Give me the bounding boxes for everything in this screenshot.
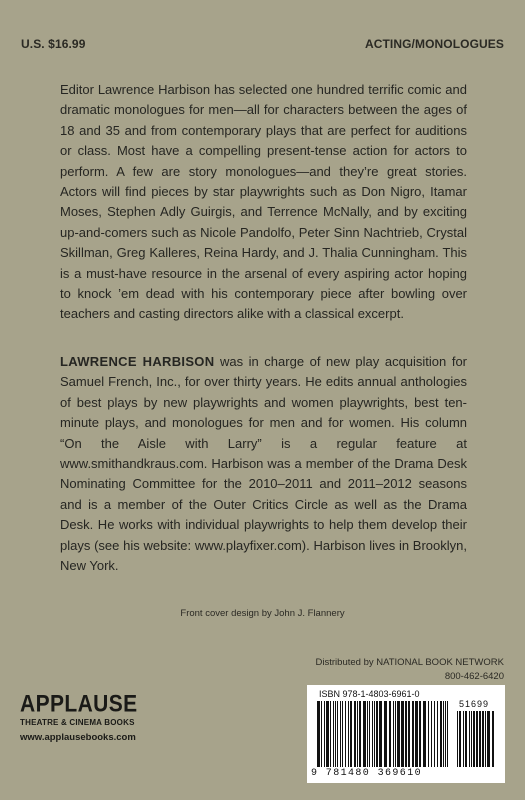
barcode [307, 685, 505, 783]
barcode-bars-icon [317, 701, 449, 767]
publisher-logo-sub: THEATRE & CINEMA BOOKS [20, 718, 135, 727]
isbn-number: ISBN 978-1-4803-6961-0 [319, 689, 420, 699]
publisher-website: www.applausebooks.com [20, 732, 136, 743]
publisher-logo [20, 692, 180, 727]
book-description: Editor Lawrence Harbison has selected one hundred terrific comic and dramatic monologues for men—all for characters between the ages of 18 and 35 and from contemporary plays that are perfect for auditions or class. Most have a compelling present-tense action for actors to perform. A few are story monologues—and they’re great stories. Actors will find pieces by star playwrights such as Don Nigro, Itamar Moses, Stephen Adly Guirgis, and Terrence McNally, and by exciting up-and-comers such as Nicole Pandolfo, Peter Sinn Nachtrieb, Crystal Skillman, Greg Kalleres, Reina Hardy, and J. Thalia Cunningham. This is a must-have resource in the arsenal of every aspiring actor hoping to knock ’em dead with his contemporary piece after bowling over teachers and casting directors alike with a classical excerpt. [60, 82, 467, 322]
author-bio [60, 352, 467, 576]
author-name: LAWRENCE HARBISON [60, 354, 215, 369]
distributor-info [316, 656, 504, 684]
distributor-name: Distributed by NATIONAL BOOK NETWORK [315, 657, 504, 668]
distributor-phone: 800-462-6420 [444, 671, 504, 682]
barcode-digits: 9 781480 369610 [311, 768, 423, 779]
category-label: ACTING/MONOLOGUES [364, 37, 504, 51]
cover-design-credit: Front cover design by John J. Flannery [180, 608, 345, 619]
publisher-logo-main: APPLAUSE [20, 690, 138, 718]
barcode-addon-bars-icon [457, 711, 497, 767]
price-label: U.S. $16.99 [21, 37, 86, 51]
barcode-price-code: 51699 [459, 699, 490, 709]
author-bio-text: was in charge of new play acquisition for Samuel French, Inc., for over thirty years. He edits annual anthologies of best plays by new playwrights and women playwrights, best ten-minute plays, and monologues for men and for women. His column “On the Aisle with Larry” is a regular feature at www.smithandkraus.com. Harbison was a member of the Drama Desk Nominating Committee for the 2010–2011 and 2011–2012 seasons and is a member of the Outer Critics Circle as well as the Drama Desk. He works with individual playwrights to help them develop their plays (see his website: www.playfixer.com). Harbison lives in Brooklyn, New York. [60, 354, 468, 574]
